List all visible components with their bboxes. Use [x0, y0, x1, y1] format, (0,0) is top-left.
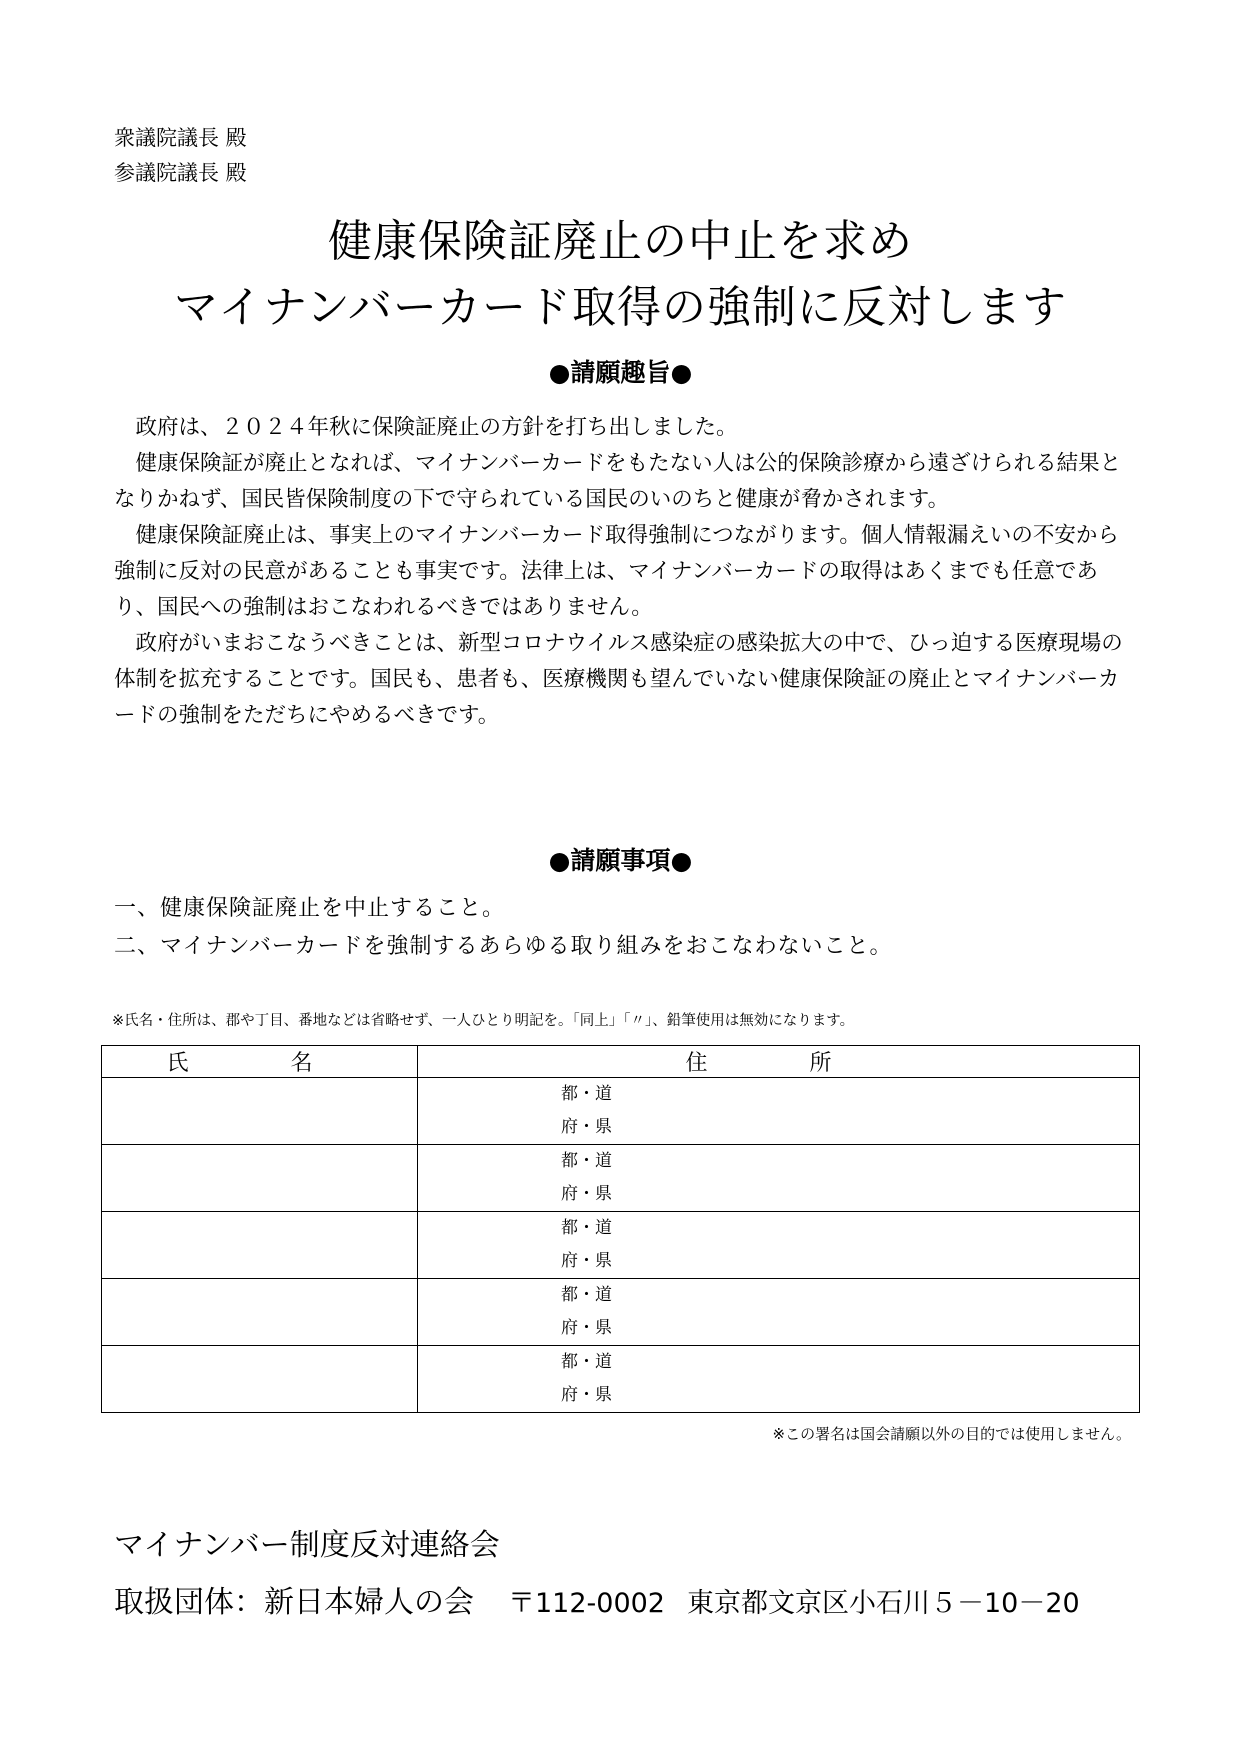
prefecture-label: 都・道 [561, 1352, 612, 1372]
prefecture-label: 都・道 [561, 1084, 612, 1104]
purpose-heading: ●請願趣旨● [548, 358, 693, 387]
name-field[interactable] [102, 1145, 418, 1212]
addressee-house-of-councillors: 参議院議長 殿 [114, 161, 247, 185]
signature-row [102, 1279, 1140, 1346]
signature-row [102, 1212, 1140, 1279]
address-field[interactable] [418, 1145, 1140, 1212]
purpose-paragraph: 健康保険証廃止は、事実上のマイナンバーカード取得強制につながります。個人情報漏えいの不安から強制に反対の民意があることも事実です。法律上は、マイナンバーカードの取得はあくまでも任意であり、国民への強制はおこなわれるべきではありません。 [114, 523, 1119, 620]
signature-row [102, 1346, 1140, 1413]
petition-title-line1: 健康保険証廃止の中止を求め [328, 216, 913, 267]
usage-note: ※この署名は国会請願以外の目的では使用しません。 [772, 1425, 1131, 1443]
address-field[interactable] [418, 1212, 1140, 1279]
prefecture-label: 府・県 [561, 1184, 612, 1204]
purpose-body [114, 410, 1138, 734]
request-item: 一、健康保険証廃止を中止すること。 [114, 896, 506, 921]
signature-instructions: ※氏名・住所は、郡や丁目、番地などは省略せず、一人ひとり明記を。「同上」「〃」、鉛筆使用は無効になります。 [112, 1013, 855, 1029]
organization-address: 東京都文京区小石川５－10－20 [687, 1588, 1080, 1619]
prefecture-label: 都・道 [561, 1151, 612, 1171]
postal-code: 〒112-0002 [508, 1588, 665, 1619]
prefecture-label: 府・県 [561, 1251, 612, 1271]
organization-name: マイナンバー制度反対連絡会 [114, 1528, 500, 1563]
address-field[interactable] [418, 1346, 1140, 1413]
signature-table-header [102, 1046, 1140, 1078]
purpose-paragraph: 政府がいまおこなうべきことは、新型コロナウイルス感染症の感染拡大の中で、ひっ迫する医療現場の体制を拡充することです。国民も、患者も、医療機関も望んでいない健康保険証の廃止とマイナンバーカードの強制をただちにやめるべきです。 [114, 631, 1123, 728]
addressee-house-of-representatives: 衆議院議長 殿 [114, 126, 247, 150]
signature-row [102, 1078, 1140, 1145]
organization-handler-line [114, 1583, 1080, 1624]
request-items [114, 890, 1138, 966]
address-field[interactable] [418, 1078, 1140, 1145]
prefecture-label: 府・県 [561, 1385, 612, 1405]
petition-title-line2: マイナンバーカード取得の強制に反対します [174, 282, 1067, 333]
purpose-paragraph: 政府は、２０２４年秋に保険証廃止の方針を打ち出しました。 [135, 415, 738, 440]
name-field[interactable] [102, 1078, 418, 1145]
address-column-header: 住 所 [418, 1046, 1140, 1078]
address-field[interactable] [418, 1279, 1140, 1346]
request-item: 二、マイナンバーカードを強制するあらゆる取り組みをおこなわないこと。 [114, 934, 893, 959]
handler-name: 取扱団体：新日本婦人の会 [114, 1585, 474, 1620]
name-field[interactable] [102, 1279, 418, 1346]
purpose-paragraph: 健康保険証が廃止となれば、マイナンバーカードをもたない人は公的保険診療から遠ざけられる結果となりかねず、国民皆保険制度の下で守られている国民のいのちと健康が脅かされます。 [114, 451, 1122, 512]
prefecture-label: 都・道 [561, 1285, 612, 1305]
prefecture-label: 都・道 [561, 1218, 612, 1238]
name-field[interactable] [102, 1346, 418, 1413]
prefecture-label: 府・県 [561, 1318, 612, 1338]
signature-table [101, 1045, 1140, 1413]
requests-heading: ●請願事項● [548, 846, 693, 875]
name-field[interactable] [102, 1212, 418, 1279]
signature-row [102, 1145, 1140, 1212]
name-column-header: 氏 名 [102, 1046, 418, 1078]
prefecture-label: 府・県 [561, 1117, 612, 1137]
